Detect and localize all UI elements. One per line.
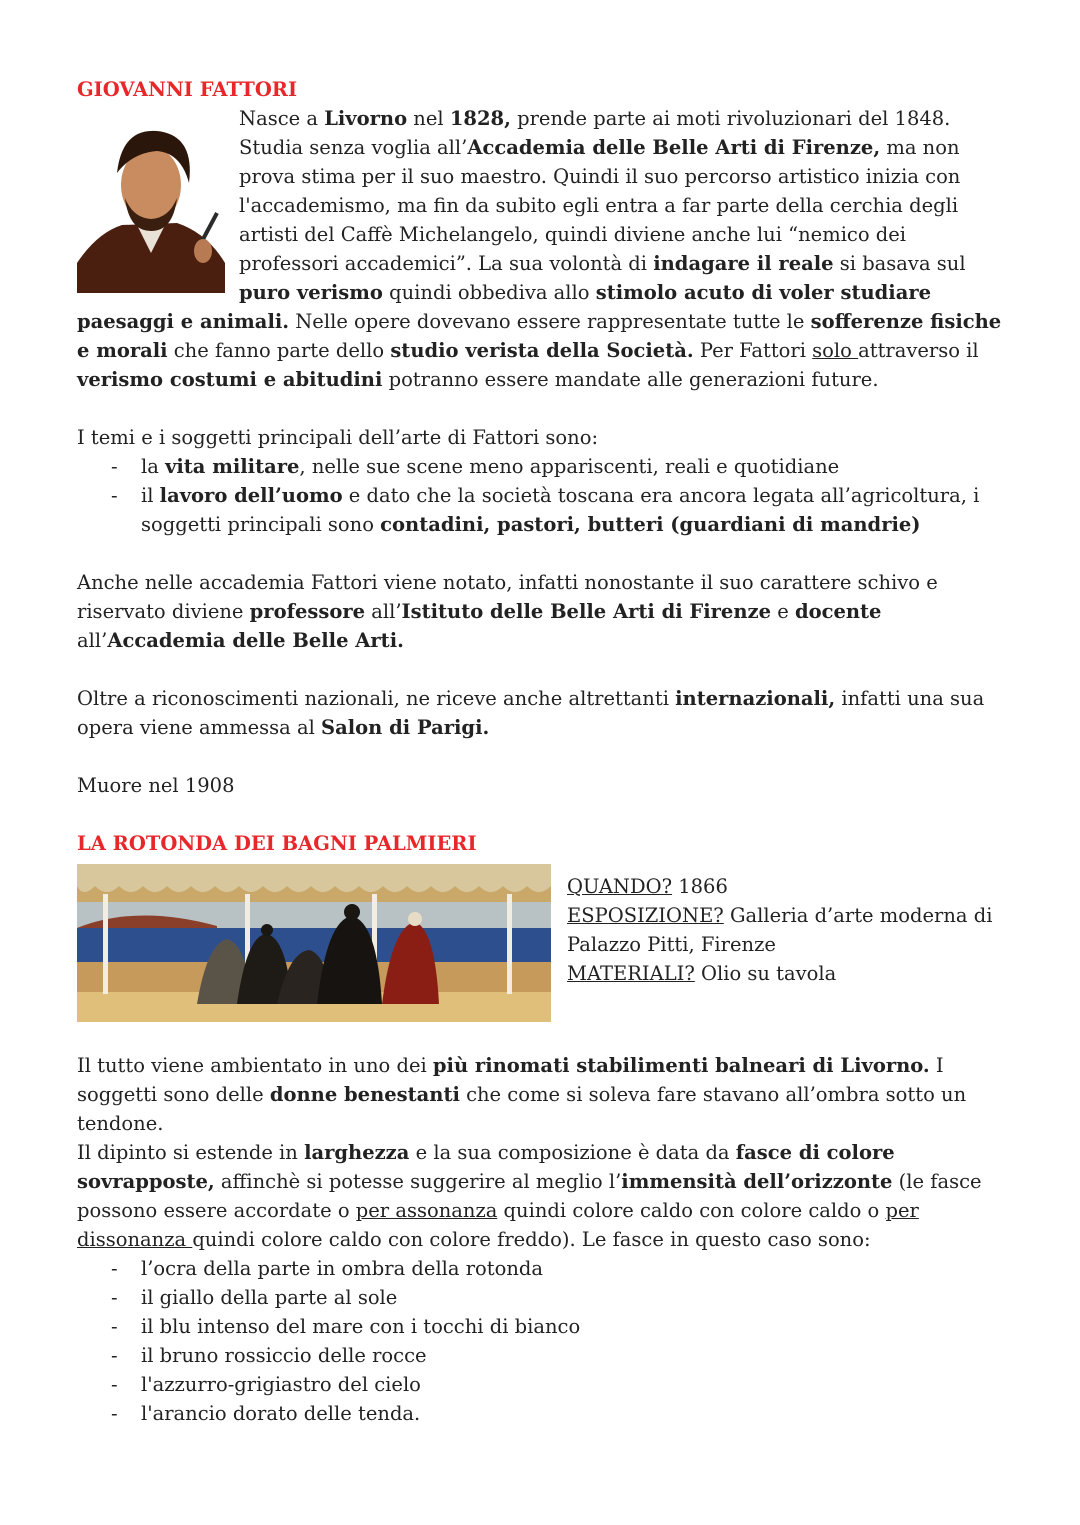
bold-text: più rinomati stabilimenti balneari di Livorno. (432, 1054, 930, 1077)
underlined-text: per assonanza (355, 1199, 498, 1222)
bold-text: Istituto delle Belle Arti di Firenze (401, 600, 771, 623)
fact-when (567, 872, 1007, 901)
text-run: I soggetti sono delle (77, 1054, 944, 1106)
painting-description (77, 1051, 1007, 1254)
themes-intro: I temi e i soggetti principali dell’arte di Fattori sono: (77, 426, 599, 449)
section-title-fattori: GIOVANNI FATTORI (77, 78, 298, 101)
text-run: Per Fattori (693, 339, 813, 362)
document-page (77, 75, 1007, 1428)
bold-text: fasce di colore sovrapposte, (77, 1141, 895, 1193)
bold-text: Livorno (324, 107, 408, 130)
band-item: - l'azzurro-grigiastro del cielo (141, 1370, 1007, 1399)
bold-text: professore (249, 600, 366, 623)
band-item: - il bruno rossiccio delle rocce (141, 1341, 1007, 1370)
bold-text: sofferenze fisiche e morali (77, 310, 1002, 362)
text-run: Anche nelle accademia Fattori viene notato, infatti nonostante il suo carattere schivo e riservato diviene (77, 571, 938, 623)
bold-text: internazionali, (675, 687, 836, 710)
painting-row (77, 864, 1007, 1022)
theme-item (141, 481, 1007, 539)
materials-label: MATERIALI? (567, 962, 695, 985)
bold-text: lavoro dell’uomo (159, 484, 343, 507)
text-run: attraverso il (858, 339, 979, 362)
text-run: Il tutto viene ambientato in uno dei (77, 1054, 433, 1077)
painting-facts (567, 864, 1007, 1022)
bold-text: indagare il reale (653, 252, 834, 275)
text-run: , nelle sue scene meno appariscenti, reali e quotidiane (299, 455, 840, 478)
text-run: che fanno parte dello (167, 339, 391, 362)
bold-text: contadini, pastori, butteri (guardiani di mandrie) (380, 513, 921, 536)
text-run: il (141, 484, 160, 507)
text-run: all’ (365, 600, 402, 623)
academy-paragraph (77, 568, 1007, 655)
text-run: e la sua composizione è data da (409, 1141, 736, 1164)
text-run: (le fasce possono essere accordate o (77, 1170, 982, 1222)
section-title-rotonda: LA ROTONDA DEI BAGNI PALMIERI (77, 832, 477, 855)
exhibit-value: Galleria d’arte moderna di Palazzo Pitti, Firenze (567, 904, 993, 956)
fact-exhibit (567, 901, 1007, 959)
text-run: Il dipinto si estende in (77, 1141, 305, 1164)
band-item: - l’ocra della parte in ombra della rotonda (141, 1254, 1007, 1283)
bold-text: docente (794, 600, 882, 623)
fact-materials (567, 959, 1007, 988)
text-run: che come si soleva fare stavano all’ombra sotto un tendone. (77, 1083, 967, 1135)
bold-text: Salon di Parigi. (321, 716, 490, 739)
painting-image (77, 864, 551, 1022)
materials-value: Olio su tavola (694, 962, 837, 985)
text-run: affinchè si potesse suggerire al meglio l’ (214, 1170, 622, 1193)
bold-text: studio verista della Società. (390, 339, 694, 362)
recognition-paragraph (77, 684, 1007, 742)
bold-text: immensità dell’orizzonte (621, 1170, 893, 1193)
text-run: nel (407, 107, 450, 130)
text-run: la (141, 455, 166, 478)
theme-item (141, 452, 1007, 481)
text-run: potranno essere mandate alle generazioni future. (382, 368, 879, 391)
text-run: e (771, 600, 795, 623)
color-bands-list (77, 1254, 1007, 1428)
bold-text: larghezza (304, 1141, 410, 1164)
bold-text: donne benestanti (269, 1083, 460, 1106)
portrait-image (77, 113, 225, 293)
text-run: Nelle opere dovevano essere rappresentate tutte le (289, 310, 811, 333)
band-item: - il giallo della parte al sole (141, 1283, 1007, 1312)
bold-text: 1828, (449, 107, 511, 130)
text-run: quindi obbediva allo (382, 281, 596, 304)
text-run: Oltre a riconoscimenti nazionali, ne riceve anche altrettanti (77, 687, 676, 710)
bold-text: Accademia delle Belle Arti di Firenze, (467, 136, 881, 159)
band-item: - l'arancio dorato delle tenda. (141, 1399, 1007, 1428)
bold-text: vita militare (165, 455, 300, 478)
text-run: si basava sul (833, 252, 966, 275)
bold-text: verismo costumi e abitudini (77, 368, 383, 391)
exhibit-label: ESPOSIZIONE? (567, 904, 724, 927)
text-run: ma non prova stima per il suo maestro. Quindi il suo percorso artistico inizia con l'accademismo, ma fin da subito egli entra a far parte della cerchia degli artisti del Caffè Michelangelo, quindi diviene anche lui “nemico dei professori accademici”. La sua volontà di (239, 136, 961, 275)
text-run: all’ (77, 629, 108, 652)
text-run: Nasce a (239, 107, 325, 130)
text-run: e dato che la società toscana era ancora legata all’agricoltura, i soggetti principali sono (141, 484, 980, 536)
underlined-text: per dissonanza (77, 1199, 919, 1251)
bold-text: puro verismo (239, 281, 383, 304)
bold-text: Accademia delle Belle Arti. (107, 629, 404, 652)
bold-text: stimolo acuto di voler studiare paesaggi e animali. (77, 281, 932, 333)
text-run: prende parte ai moti rivoluzionari del 1848. Studia senza voglia all’ (239, 107, 951, 159)
text-run: quindi colore caldo con colore freddo). Le fasce in questo caso sono: (192, 1228, 871, 1251)
band-item: - il blu intenso del mare con i tocchi di bianco (141, 1312, 1007, 1341)
when-label: QUANDO? (567, 875, 673, 898)
death-line: Muore nel 1908 (77, 774, 235, 797)
text-run: quindi colore caldo con colore caldo o (497, 1199, 886, 1222)
text-run: infatti una sua opera viene ammessa al (77, 687, 985, 739)
when-value: 1866 (672, 875, 728, 898)
underlined-text: solo (812, 339, 859, 362)
themes-list (77, 452, 1007, 539)
